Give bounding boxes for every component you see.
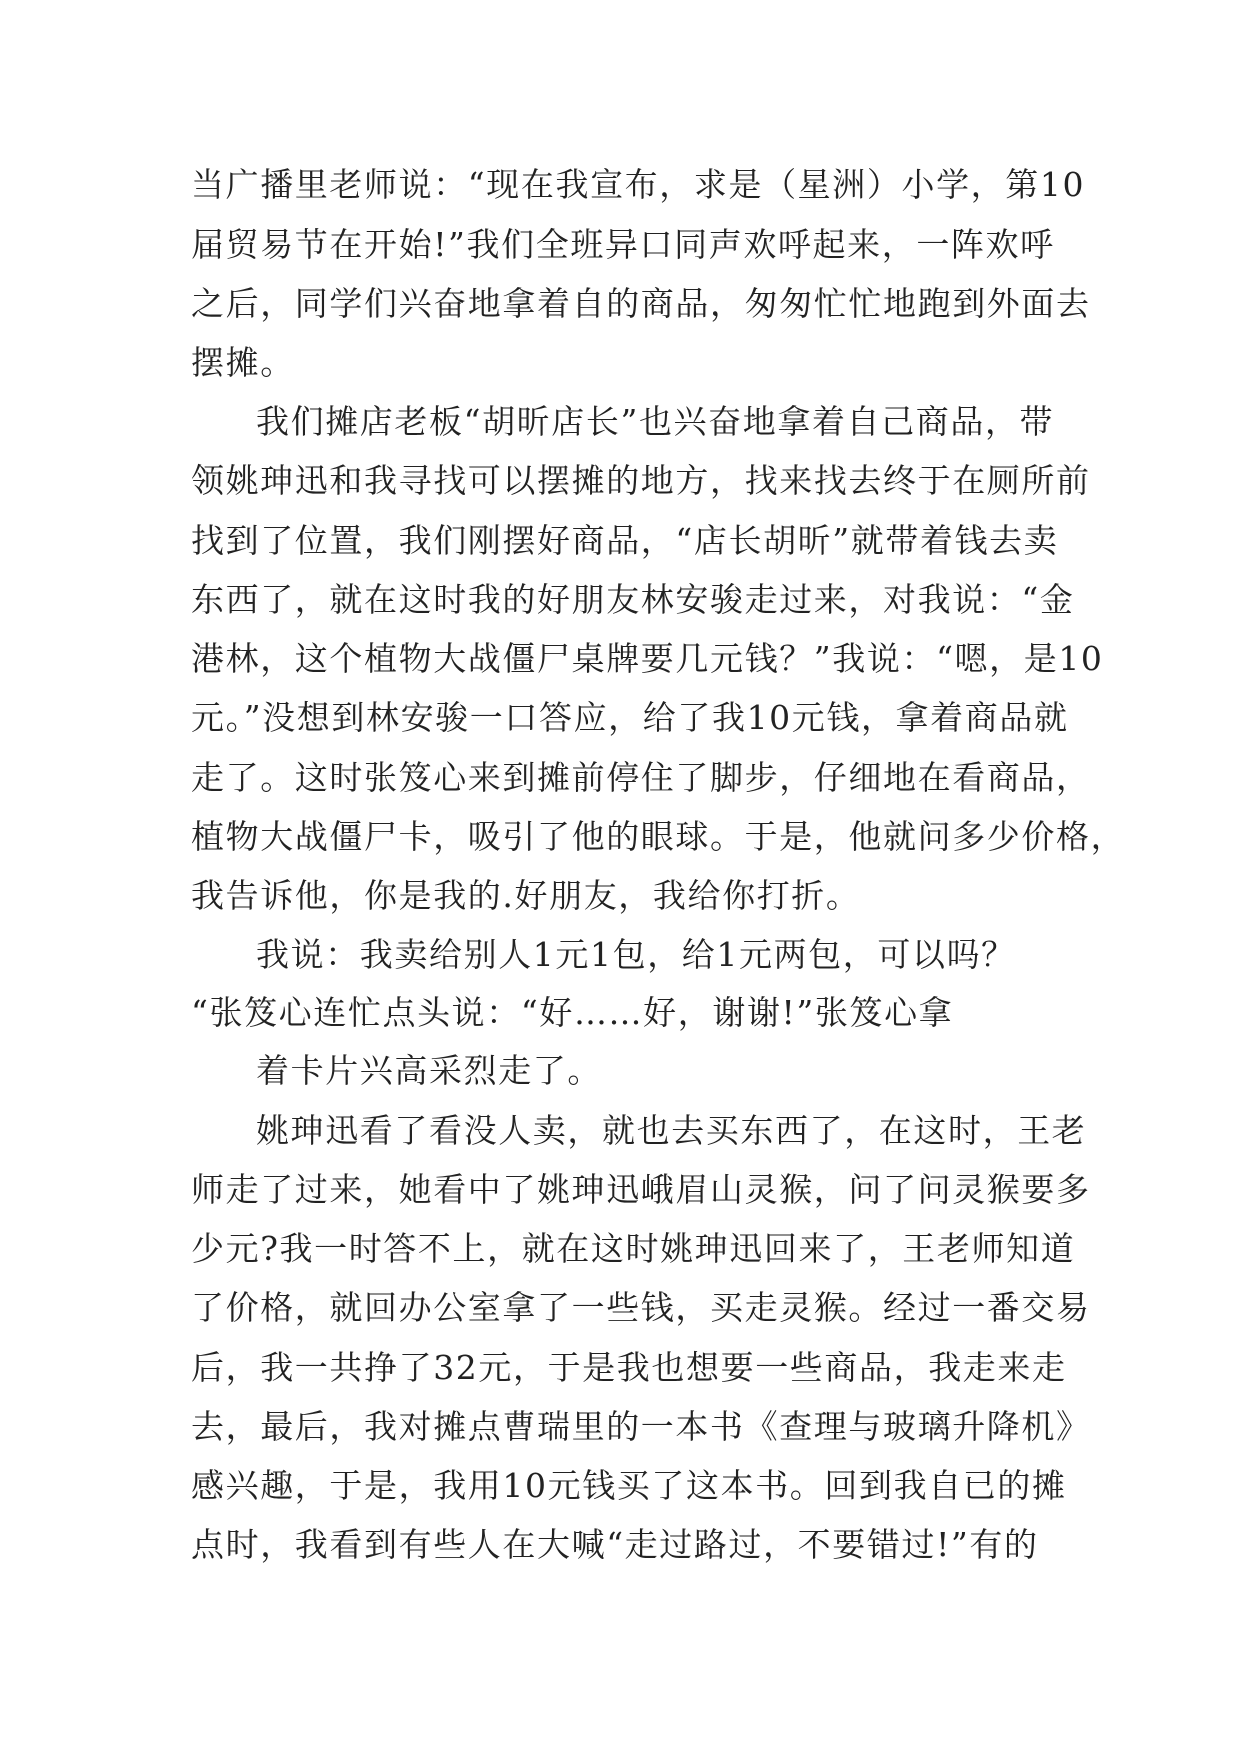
text-line-20: 了价格，就回办公室拿了一些钱，买走灵猴。经过一番交易: [191, 1288, 1091, 1327]
text-line-4: 摆摊。: [191, 343, 295, 382]
text-line-19: 少元?我一时答不上，就在这时姚珅迅回来了，王老师知道: [191, 1229, 1076, 1268]
text-line-12: 植物大战僵尸卡，吸引了他的眼球。于是，他就问多少价格，: [191, 817, 1126, 856]
text-line-8: 东西了，就在这时我的好朋友林安骏走过来，对我说：“金: [191, 580, 1075, 619]
text-line-17: 姚珅迅看了看没人卖，就也去买东西了，在这时，王老: [256, 1111, 1087, 1150]
text-line-15: “张笈心连忙点头说：“好……好，谢谢!”张笈心拿: [191, 993, 954, 1032]
text-line-13: 我告诉他，你是我的.好朋友，我给你打折。: [191, 876, 861, 915]
text-line-11: 走了。这时张笈心来到摊前停住了脚步，仔细地在看商品，: [191, 758, 1091, 797]
text-line-3: 之后，同学们兴奋地拿着自的商品，匆匆忙忙地跑到外面去: [191, 284, 1091, 323]
text-line-1: 当广播里老师说：“现在我宣布，求是（星洲）小学，第10: [191, 165, 1086, 204]
text-line-5: 我们摊店老板“胡昕店长”也兴奋地拿着自己商品，带: [256, 402, 1055, 441]
text-line-2: 届贸易节在开始!”我们全班异口同声欢呼起来，一阵欢呼: [191, 225, 1055, 264]
text-line-21: 后，我一共挣了32元，于是我也想要一些商品，我走来走: [191, 1348, 1067, 1387]
text-line-18: 师走了过来，她看中了姚珅迅峨眉山灵猴，问了问灵猴要多: [191, 1170, 1091, 1209]
text-line-14: 我说：我卖给别人1元1包，给1元两包，可以吗？: [256, 935, 1016, 974]
text-line-10: 元。”没想到林安骏一口答应，给了我10元钱，拿着商品就: [191, 698, 1069, 737]
text-line-16: 着卡片兴高采烈走了。: [256, 1051, 602, 1090]
text-line-6: 领姚珅迅和我寻找可以摆摊的地方，找来找去终于在厕所前: [191, 461, 1091, 500]
text-line-24: 点时，我看到有些人在大喊“走过路过，不要错过!”有的: [191, 1525, 1039, 1564]
text-line-7: 找到了位置，我们刚摆好商品，“店长胡昕”就带着钱去卖: [191, 521, 1059, 560]
text-line-23: 感兴趣，于是，我用10元钱买了这本书。回到我自已的摊: [191, 1466, 1067, 1505]
text-line-9: 港林，这个植物大战僵尸桌牌要几元钱？”我说：“嗯，是10: [191, 639, 1104, 678]
text-line-22: 去，最后，我对摊点曹瑞里的一本书《查理与玻璃升降机》: [191, 1407, 1091, 1446]
